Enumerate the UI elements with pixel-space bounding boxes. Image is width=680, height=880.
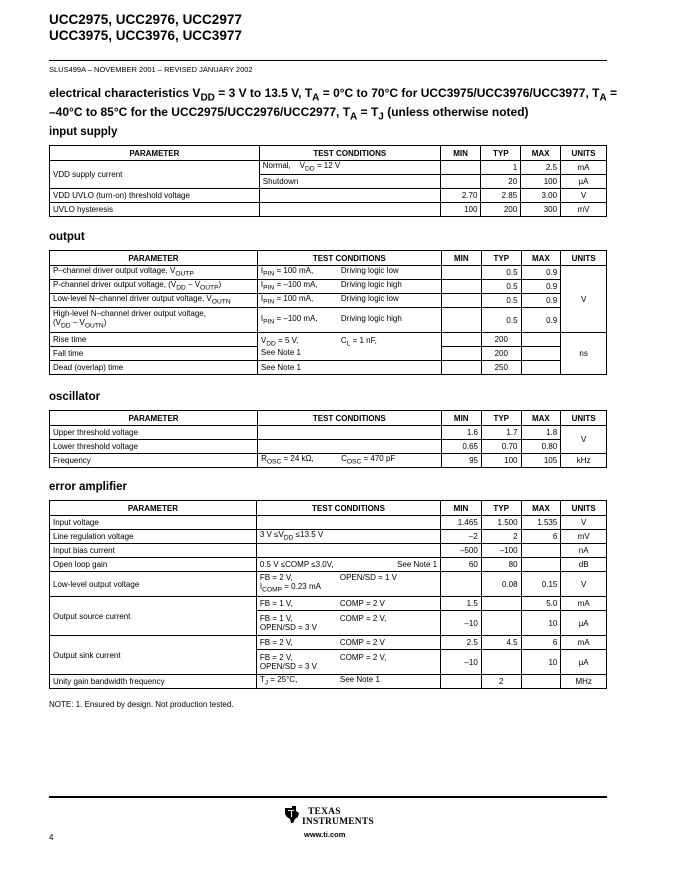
col-typ: TYP — [481, 146, 521, 161]
max-cell — [521, 544, 561, 558]
min-cell: 1.5 — [441, 597, 482, 611]
typ-cell: 0.08 — [481, 572, 521, 597]
table-row — [50, 440, 607, 454]
max-cell: 3.00 — [521, 189, 561, 203]
typ-cell: 2 — [481, 675, 521, 689]
max-cell: 105 — [521, 454, 561, 468]
typ-cell: 0.5 — [482, 280, 522, 294]
input-supply-table — [49, 145, 607, 217]
col-min: MIN — [441, 501, 482, 516]
condition-cell: See Note 1 — [257, 361, 441, 375]
unit-cell: V — [561, 189, 607, 203]
condition-cell — [256, 516, 440, 530]
conditions-heading: electrical characteristics $V_{DD} = 3$ V to 13.5 V, $T_A = 0^\circ C$ to 70°C for UCC3975/UCC3976/UCC3977, $T_A = -40^\circ C$ to 85°C for the UCC2975/UCC2976/UCC2977, $T_A = T_J$ (unless otherwise noted) — [49, 86, 618, 123]
typ-cell: 4.5 — [481, 636, 521, 650]
condition-cell: 0.5 V ≤COMP ≤3.0V, See Note 1 — [256, 558, 440, 572]
col-max: MAX — [521, 501, 561, 516]
unit-cell: V — [561, 266, 607, 333]
unit-cell: ns — [561, 333, 607, 375]
table-header-row — [50, 146, 607, 161]
typ-cell: 200 — [482, 347, 522, 361]
condition-cell: $R_{OSC} = 24$ kΩ, $C_{OSC} = 470$ pF — [258, 454, 441, 468]
typ-cell: 1.500 — [481, 516, 521, 530]
col-min: MIN — [441, 411, 481, 426]
table-row — [50, 161, 607, 175]
condition-cell: $V_{DD} = 5$ V, $C_L = 1$ nF, See Note 1 — [257, 333, 441, 361]
table-row — [50, 280, 607, 294]
param-cell: Upper threshold voltage — [50, 426, 258, 440]
param-cell: Open loop gain — [50, 558, 257, 572]
table-row — [50, 597, 607, 611]
max-cell: 300 — [521, 203, 561, 217]
title-line-1: UCC2975, UCC2976, UCC2977 — [49, 12, 242, 27]
max-cell: 2.5 — [521, 161, 561, 175]
condition-cell: FB = 2 V, COMP = 2 V — [256, 636, 440, 650]
table-row — [50, 266, 607, 280]
max-cell: 0.9 — [521, 308, 561, 333]
table-row — [50, 333, 607, 347]
table-row — [50, 294, 607, 308]
min-cell: 100 — [440, 203, 481, 217]
min-cell — [441, 675, 482, 689]
col-test-conditions: TEST CONDITIONS — [259, 146, 440, 161]
col-test-conditions: TEST CONDITIONS — [257, 251, 441, 266]
unit-cell: mA — [561, 597, 607, 611]
param-cell: Line regulation voltage — [50, 530, 257, 544]
condition-cell: $I_{PIN} = -100$ mA, Driving logic high — [257, 280, 441, 294]
unit-cell: µA — [561, 611, 607, 636]
unit-cell: kHz — [561, 454, 607, 468]
max-cell: 5.0 — [521, 597, 561, 611]
min-cell: 0.65 — [441, 440, 481, 454]
logo-line-2: INSTRUMENTS — [302, 817, 374, 827]
table-row — [50, 675, 607, 689]
unit-cell: mV — [561, 203, 607, 217]
condition-cell: FB = 1 V, COMP = 2 V — [256, 597, 440, 611]
table-row — [50, 189, 607, 203]
min-cell — [441, 266, 481, 280]
param-cell: Lower threshold voltage — [50, 440, 258, 454]
table-row — [50, 454, 607, 468]
table-row — [50, 544, 607, 558]
document-reference: SLUS499A – NOVEMBER 2001 – REVISED JANUARY 2002 — [49, 65, 253, 74]
col-units: UNITS — [561, 411, 607, 426]
document-title — [49, 12, 242, 44]
max-cell: 10 — [521, 611, 561, 636]
typ-cell: 0.70 — [481, 440, 521, 454]
col-max: MAX — [521, 411, 561, 426]
logo-line-1: TEXAS — [308, 807, 341, 817]
unit-cell: mA — [561, 636, 607, 650]
condition-cell: FB = 1 V, COMP = 2 V, OPEN/SD = 3 V — [256, 611, 440, 636]
min-cell — [441, 347, 481, 361]
col-parameter: PARAMETER — [50, 501, 257, 516]
oscillator-table — [49, 410, 607, 468]
section-heading-error-amplifier: error amplifier — [49, 481, 127, 493]
condition-cell: $T_J = 25^\circ C$, See Note 1 — [256, 675, 440, 689]
max-cell: 0.9 — [521, 280, 561, 294]
param-cell: Fall time — [50, 347, 258, 361]
min-cell: 95 — [441, 454, 481, 468]
condition-cell: $I_{PIN} = 100$ mA, Driving logic low — [257, 266, 441, 280]
table-header-row — [50, 251, 607, 266]
condition-cell: FB = 2 V, COMP = 2 V, OPEN/SD = 3 V — [256, 650, 440, 675]
section-heading-oscillator: oscillator — [49, 391, 101, 403]
table-header-row — [50, 411, 607, 426]
table-row — [50, 361, 607, 375]
typ-cell: 250 — [482, 361, 522, 375]
col-min: MIN — [441, 251, 481, 266]
col-typ: TYP — [482, 251, 522, 266]
unit-cell: µA — [561, 650, 607, 675]
section-heading-input-supply: input supply — [49, 126, 118, 138]
typ-cell: 200 — [481, 203, 521, 217]
min-cell — [441, 308, 481, 333]
col-typ: TYP — [481, 411, 521, 426]
condition-cell — [258, 440, 441, 454]
unit-cell: dB — [561, 558, 607, 572]
min-cell: 2.70 — [440, 189, 481, 203]
param-cell: Dead (overlap) time — [50, 361, 258, 375]
param-cell: Input voltage — [50, 516, 257, 530]
min-cell: 60 — [441, 558, 482, 572]
param-cell: Input bias current — [50, 544, 257, 558]
col-typ: TYP — [481, 501, 521, 516]
min-cell: –500 — [441, 544, 482, 558]
min-cell — [441, 333, 481, 347]
max-cell: 100 — [521, 175, 561, 189]
min-cell: –10 — [441, 611, 482, 636]
condition-cell: FB = 2 V, OPEN/SD = 1 V $I_{COMP} = 0.23$ mA — [256, 572, 440, 597]
table-header-row — [50, 501, 607, 516]
typ-cell: 0.5 — [482, 266, 522, 280]
max-cell: 1.535 — [521, 516, 561, 530]
section-heading-output: output — [49, 231, 85, 243]
typ-cell: 1 — [481, 161, 521, 175]
unit-cell: V — [561, 426, 607, 454]
max-cell: 6 — [521, 636, 561, 650]
col-max: MAX — [521, 251, 561, 266]
typ-cell — [481, 597, 521, 611]
param-cell: P-channel driver output voltage, $(V_{DD} - V_{OUTP})$ — [50, 280, 258, 294]
col-parameter: PARAMETER — [50, 411, 258, 426]
col-units: UNITS — [561, 251, 607, 266]
min-cell — [440, 161, 481, 175]
max-cell — [521, 361, 561, 375]
max-cell — [521, 558, 561, 572]
page-number: 4 — [49, 833, 54, 842]
max-cell: 0.15 — [521, 572, 561, 597]
ti-state-icon — [284, 806, 300, 824]
max-cell: 1.8 — [521, 426, 561, 440]
typ-cell: 100 — [481, 454, 521, 468]
unit-cell: mV — [561, 530, 607, 544]
min-cell — [441, 280, 481, 294]
col-test-conditions: TEST CONDITIONS — [256, 501, 440, 516]
condition-cell — [259, 189, 440, 203]
max-cell: 0.80 — [521, 440, 561, 454]
typ-cell: 1.7 — [481, 426, 521, 440]
col-max: MAX — [521, 146, 561, 161]
param-cell: Low-level N–channel driver output voltage, $V_{OUTN}$ — [50, 294, 258, 308]
typ-cell — [481, 611, 521, 636]
max-cell — [521, 347, 561, 361]
param-cell: UVLO hysteresis — [50, 203, 260, 217]
param-cell: VDD UVLO (turn-on) threshold voltage — [50, 189, 260, 203]
param-cell: P–channel driver output voltage, $V_{OUTP}$ — [50, 266, 258, 280]
condition-cell — [259, 203, 440, 217]
output-table — [49, 250, 607, 375]
table-row — [50, 636, 607, 650]
unit-cell: nA — [561, 544, 607, 558]
typ-cell: 2 — [481, 530, 521, 544]
max-cell — [521, 675, 561, 689]
min-cell: –2 — [441, 530, 482, 544]
unit-cell: V — [561, 516, 607, 530]
typ-cell: –100 — [481, 544, 521, 558]
typ-cell: 0.5 — [482, 294, 522, 308]
unit-cell: MHz — [561, 675, 607, 689]
unit-cell: V — [561, 572, 607, 597]
table-row — [50, 203, 607, 217]
param-cell: Frequency — [50, 454, 258, 468]
condition-cell: 3 $V \le V_{DD} \le 13.5$ V — [256, 530, 440, 544]
footer-rule — [49, 796, 607, 798]
condition-cell: Normal, $V_{DD} = 12$ V — [259, 161, 440, 175]
min-cell — [441, 572, 482, 597]
param-cell: Low-level output voltage — [50, 572, 257, 597]
typ-cell — [481, 650, 521, 675]
col-min: MIN — [440, 146, 481, 161]
website-link[interactable]: www.ti.com — [304, 830, 346, 839]
logo-wordmark — [302, 807, 374, 827]
footnote: NOTE: 1. Ensured by design. Not production tested. — [49, 700, 234, 709]
unit-cell: µA — [561, 175, 607, 189]
max-cell: 0.9 — [521, 266, 561, 280]
table-row — [50, 426, 607, 440]
table-row — [50, 572, 607, 597]
min-cell — [441, 361, 481, 375]
min-cell — [440, 175, 481, 189]
min-cell: 1.6 — [441, 426, 481, 440]
condition-cell: Shutdown — [259, 175, 440, 189]
col-test-conditions: TEST CONDITIONS — [258, 411, 441, 426]
error-amplifier-table — [49, 500, 607, 689]
condition-cell — [258, 426, 441, 440]
table-row — [50, 516, 607, 530]
title-line-2: UCC3975, UCC3976, UCC3977 — [49, 28, 242, 43]
min-cell: 1.465 — [441, 516, 482, 530]
texas-instruments-logo — [284, 806, 374, 846]
table-row — [50, 558, 607, 572]
col-units: UNITS — [561, 146, 607, 161]
max-cell: 10 — [521, 650, 561, 675]
col-parameter: PARAMETER — [50, 146, 260, 161]
max-cell: 0.9 — [521, 294, 561, 308]
condition-cell — [256, 544, 440, 558]
typ-cell: 20 — [481, 175, 521, 189]
header-rule — [49, 60, 607, 61]
col-units: UNITS — [561, 501, 607, 516]
condition-cell: $I_{PIN} = 100$ mA, Driving logic low — [257, 294, 441, 308]
table-row — [50, 530, 607, 544]
param-cell: VDD supply current — [50, 161, 260, 189]
param-cell: Unity gain bandwidth frequency — [50, 675, 257, 689]
col-parameter: PARAMETER — [50, 251, 258, 266]
typ-cell: 0.5 — [482, 308, 522, 333]
max-cell: 6 — [521, 530, 561, 544]
typ-cell: 200 — [482, 333, 522, 347]
param-cell: Output source current — [50, 597, 257, 636]
table-row — [50, 308, 607, 333]
typ-cell: 2.85 — [481, 189, 521, 203]
condition-cell: $I_{PIN} = -100$ mA, Driving logic high — [257, 308, 441, 333]
param-cell: Output sink current — [50, 636, 257, 675]
min-cell: 2.5 — [441, 636, 482, 650]
min-cell: –10 — [441, 650, 482, 675]
min-cell — [441, 294, 481, 308]
max-cell — [521, 333, 561, 347]
param-cell: Rise time — [50, 333, 258, 347]
param-cell: High-level N–channel driver output voltage, $(V_{DD} - V_{OUTN})$ — [50, 308, 258, 333]
unit-cell: mA — [561, 161, 607, 175]
typ-cell: 80 — [481, 558, 521, 572]
